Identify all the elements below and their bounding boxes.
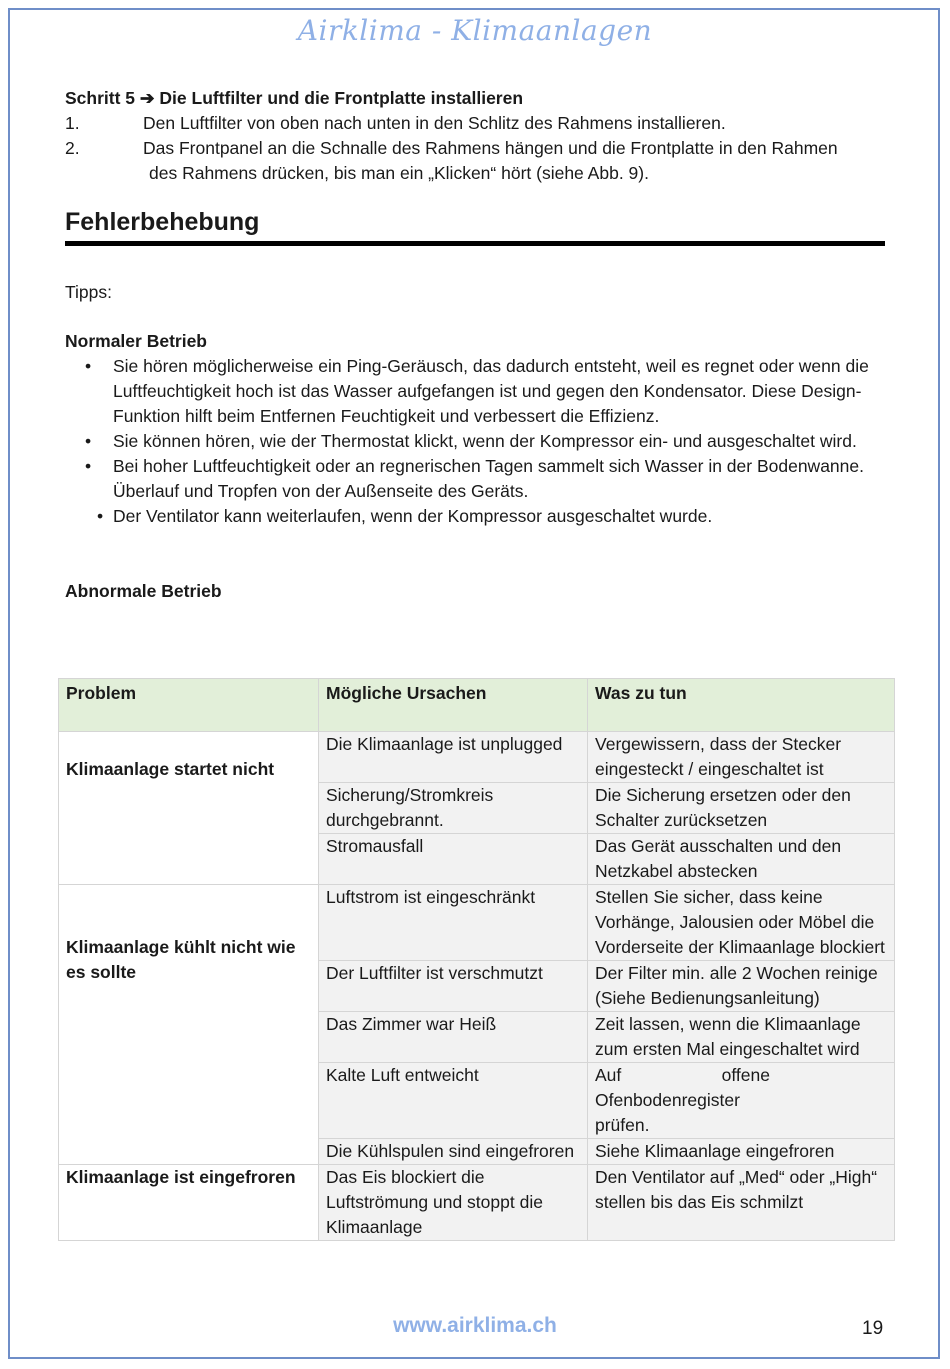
step5-heading: Schritt 5 ➔ Die Luftfilter und die Frontplatte installieren	[65, 88, 524, 108]
action-cell: Die Sicherung ersetzen oder den Schalter zurücksetzen	[588, 783, 895, 834]
content	[65, 86, 895, 604]
tips-label: Tipps:	[65, 282, 113, 302]
cause-cell: Das Zimmer war Heiß	[319, 1012, 588, 1063]
table-header-row	[59, 679, 895, 732]
step-number: 1.	[65, 113, 80, 133]
step5-item-2	[65, 136, 895, 161]
bullet-icon: •	[97, 506, 104, 526]
action-word: offene	[721, 1065, 770, 1085]
action-text: (Siehe Bedienungsanleitung)	[595, 988, 820, 1008]
problem-cell: Klimaanlage startet nicht	[59, 732, 319, 885]
action-text: Ofenbodenregister prüfen.	[595, 1090, 740, 1135]
list-item-text: Sie können hören, wie der Thermostat klickt, wenn der Kompressor ein- und ausgeschaltet wird.	[113, 431, 857, 451]
action-cell: Zeit lassen, wenn die Klimaanlage zum ersten Mal eingeschaltet wird	[588, 1012, 895, 1063]
section-title: Fehlerbehebung	[65, 210, 885, 246]
footer-url: www.airklima.ch	[393, 1314, 557, 1337]
action-word: Auf	[595, 1065, 622, 1085]
cause-cell: Die Kühlspulen sind eingefroren	[319, 1139, 588, 1165]
extra-line: Überlauf und Tropfen von der Außenseite des Geräts.	[113, 481, 529, 501]
normal-list-last	[65, 504, 895, 529]
normal-heading: Normaler Betrieb	[65, 331, 207, 351]
cause-cell: Die Klimaanlage ist unplugged	[319, 732, 588, 783]
table-row	[59, 1165, 895, 1241]
step5-item-1	[65, 111, 895, 136]
cause-cell: Der Luftfilter ist verschmutzt	[319, 961, 588, 1012]
step-text: Das Frontpanel an die Schnalle des Rahmens hängen und die Frontplatte in den Rahmen	[143, 138, 838, 158]
bullet-icon: •	[85, 431, 92, 451]
list-item	[65, 354, 895, 429]
step-text: Den Luftfilter von oben nach unten in den Schlitz des Rahmens installieren.	[143, 113, 726, 133]
problem-cell: Klimaanlage ist eingefroren	[59, 1165, 319, 1241]
list-item	[65, 429, 895, 454]
header-title: Airklima - Klimaanlagen	[297, 14, 653, 47]
action-cell: Siehe Klimaanlage eingefroren	[588, 1139, 895, 1165]
troubleshooting-table	[58, 678, 895, 1241]
column-header-action: Was zu tun	[588, 679, 895, 732]
list-item-text: Der Ventilator kann weiterlaufen, wenn der Kompressor ausgeschaltet wurde.	[113, 506, 713, 526]
column-header-problem: Problem	[59, 679, 319, 732]
action-text-line	[595, 1063, 770, 1088]
list-item-text: Bei hoher Luftfeuchtigkeit oder an regnerischen Tagen sammelt sich Wasser in der Bodenwanne.	[113, 456, 864, 476]
action-cell: Vergewissern, dass der Stecker eingesteckt / eingeschaltet ist	[588, 732, 895, 783]
problem-cell: Klimaanlage kühlt nicht wie es sollte	[59, 885, 319, 1165]
action-text: Der Filter min. alle 2 Wochen reinige	[595, 963, 878, 983]
list-item-text: Sie hören möglicherweise ein Ping-Geräusch, das dadurch entsteht, weil es regnet oder wenn die Luftfeuchtigkeit hoch ist das Wasser aufgefangen ist und gegen den Kondensator. Diese Design-Funktion hilft beim Entfernen Feuchtigkeit und verbessert die Effizienz.	[113, 356, 869, 426]
abnormal-heading: Abnormale Betrieb	[65, 581, 222, 601]
cause-cell: Kalte Luft entweicht	[319, 1063, 588, 1139]
step-number: 2.	[65, 138, 80, 158]
page-number: 19	[862, 1318, 884, 1339]
bullet-icon: •	[85, 356, 92, 376]
bullet-icon: •	[85, 456, 92, 476]
table-row	[59, 732, 895, 783]
action-cell	[588, 1063, 895, 1139]
list-item	[65, 454, 895, 479]
normal-list	[65, 354, 895, 479]
action-cell: Den Ventilator auf „Med“ oder „High“ stellen bis das Eis schmilzt	[588, 1165, 895, 1241]
action-cell: Stellen Sie sicher, dass keine Vorhänge, Jalousien oder Möbel die Vorderseite der Klimaanlage blockiert	[588, 885, 895, 961]
action-cell: Das Gerät ausschalten und den Netzkabel abstecken	[588, 834, 895, 885]
action-cell	[588, 961, 895, 1012]
step5-item-2-continued: des Rahmens drücken, bis man ein „Klicken“ hört (siehe Abb. 9).	[149, 163, 649, 183]
cause-cell: Stromausfall	[319, 834, 588, 885]
column-header-causes: Mögliche Ursachen	[319, 679, 588, 732]
cause-cell: Luftstrom ist eingeschränkt	[319, 885, 588, 961]
cause-cell: Das Eis blockiert die Luftströmung und stoppt die Klimaanlage	[319, 1165, 588, 1241]
cause-cell: Sicherung/Stromkreis durchgebrannt.	[319, 783, 588, 834]
list-item	[65, 504, 895, 529]
table-row	[59, 885, 895, 961]
